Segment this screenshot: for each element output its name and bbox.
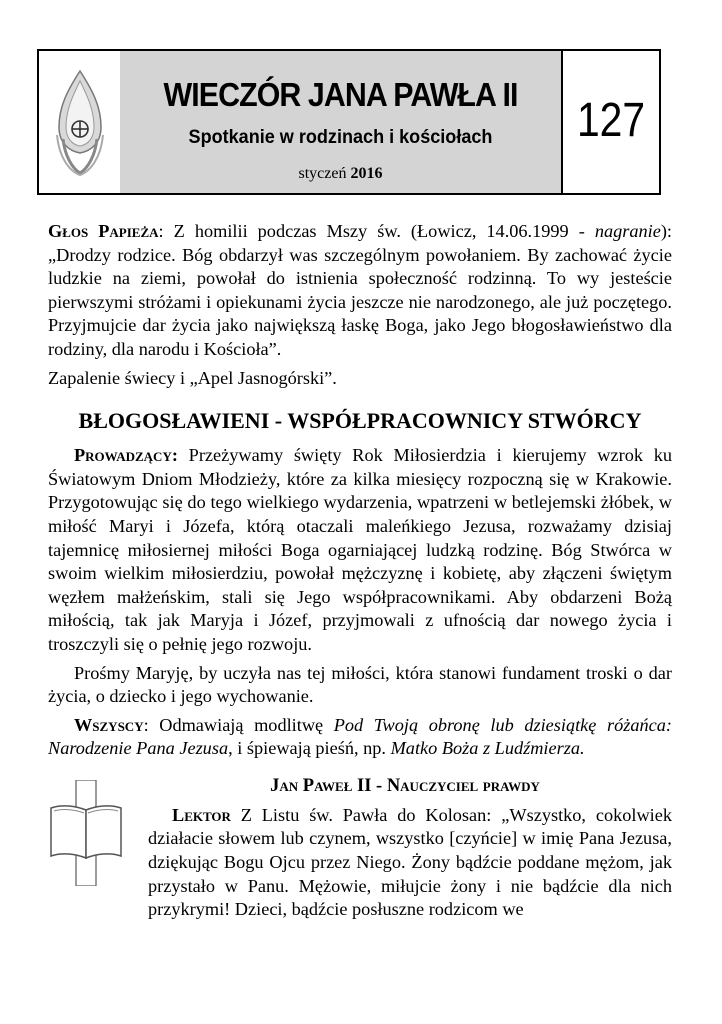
lector-paragraph — [148, 804, 672, 922]
leader-paragraph — [48, 444, 672, 656]
title-cell — [120, 51, 563, 193]
page-title: WIECZÓR JANA PAWŁA II — [163, 76, 518, 113]
all-text-b: , i śpiewają pieśń, np. — [228, 738, 391, 759]
all-italic-b: Matko Boża z Ludźmierza. — [390, 738, 585, 759]
leader-text: Przeżywamy święty Rok Miłosierdzia i kierujemy wzrok ku Światowym Dniom Młodzieży, które za kilka miesięcy rozpoczną się w Krakowie. Przygotowując się do tego wielkiego wydarzenia, wpatrzeni w betlejemski żłóbek, w miłość Maryi i Józefa, którą otaczali maleńkiego Jezusa, rozważamy dzisiaj tajemnicę miłosiernej miłości Boga ogarniającej ludzką rodzinę. Bóg Stwórca w swoim wielkim miłosierdziu, powołał mężczyznę i kobietę, aby złączeni świętym węzłem małżeńskim, stali się Jego współpracownikami. Aby obdarzeni Bożą miłością, tak jak Maryja i Józef, przyjmowali z ufnością dar nowego życia i troszczyli się o pełnię jego rozwoju. — [48, 445, 672, 654]
all-text-a: : Odmawiają modlitwę — [143, 714, 334, 735]
issue-cell — [563, 51, 659, 193]
issue-number: 127 — [576, 94, 646, 147]
all-paragraph — [48, 714, 672, 761]
issue-date — [120, 165, 561, 183]
document-body — [48, 220, 672, 922]
header-box — [37, 49, 661, 195]
open-book-icon — [48, 780, 124, 886]
lector-text: Z Listu św. Pawła do Kolosan: „Wszystko, cokolwiek działacie słowem lub czynem, wszystko [czyńcie] w imię Pana Jezusa, dziękując Bogu Ojcu przez Niego. Żony bądźcie poddane mężom, jak przystało w Panu. Mężowie, miłujcie żony i nie bądźcie dla nich przykrymi! Dzieci, bądźcie posłuszne rodzicom we — [148, 804, 672, 920]
pope-voice-text-a: : Z homilii podczas Mszy św. (Łowicz, 14.06.1999 - — [158, 221, 595, 241]
candle-lighting-line: Zapalenie świecy i „Apel Jasnogórski”. — [48, 367, 337, 388]
lector-block — [48, 804, 672, 922]
issue-year: 2016 — [350, 165, 383, 182]
teacher-heading-b: Nauczyciel prawdy — [386, 775, 540, 796]
teacher-heading-a: Jan Paweł II — [270, 775, 372, 796]
section-heading-blessed: BŁOGOSŁAWIENI - WSPÓŁPRACOWNICY STWÓRCY — [78, 408, 642, 434]
issue-month: styczeń — [298, 165, 347, 182]
logo-cell — [39, 51, 122, 193]
papal-candle-logo-icon — [53, 69, 107, 177]
pope-voice-italic: nagranie — [594, 221, 661, 241]
pope-voice-label: Głos Papieża — [48, 221, 159, 241]
section-heading-teacher — [48, 775, 672, 798]
all-italic-a: Pod Twoją obronę lub dziesiątkę różańca: Narodzenie Pana Jezusa — [48, 714, 672, 759]
lector-label: Lektor — [172, 804, 231, 825]
page-subtitle: Spotkanie w rodzinach i kościołach — [188, 127, 493, 148]
leader-label: Prowadzący: — [74, 445, 178, 466]
all-label: Wszyscy — [74, 714, 144, 735]
pope-voice-text-b: ): „Drodzy rodzice. Bóg obdarzył was szczególnym powołaniem. By zachować życie ludzkie na ziemi, powołał do istnienia społeczność rodzinną. To wy jesteście pierwszymi stróżami i opiekunami życia jeszcze nie narodzonego, ale już poczętego. Przyjmujcie dar życia jako największą łaskę Boga, jako Jego błogosławieństwo dla rodziny, dla narodu i Kościoła”. — [48, 221, 672, 359]
pope-voice-paragraph — [48, 220, 672, 362]
prayer-request-paragraph: Prośmy Maryję, by uczyła nas tej miłości, która stanowi fundament troski o dar życia, o dziecko i jego wychowanie. — [48, 662, 672, 707]
teacher-heading-sep: - — [371, 775, 387, 796]
